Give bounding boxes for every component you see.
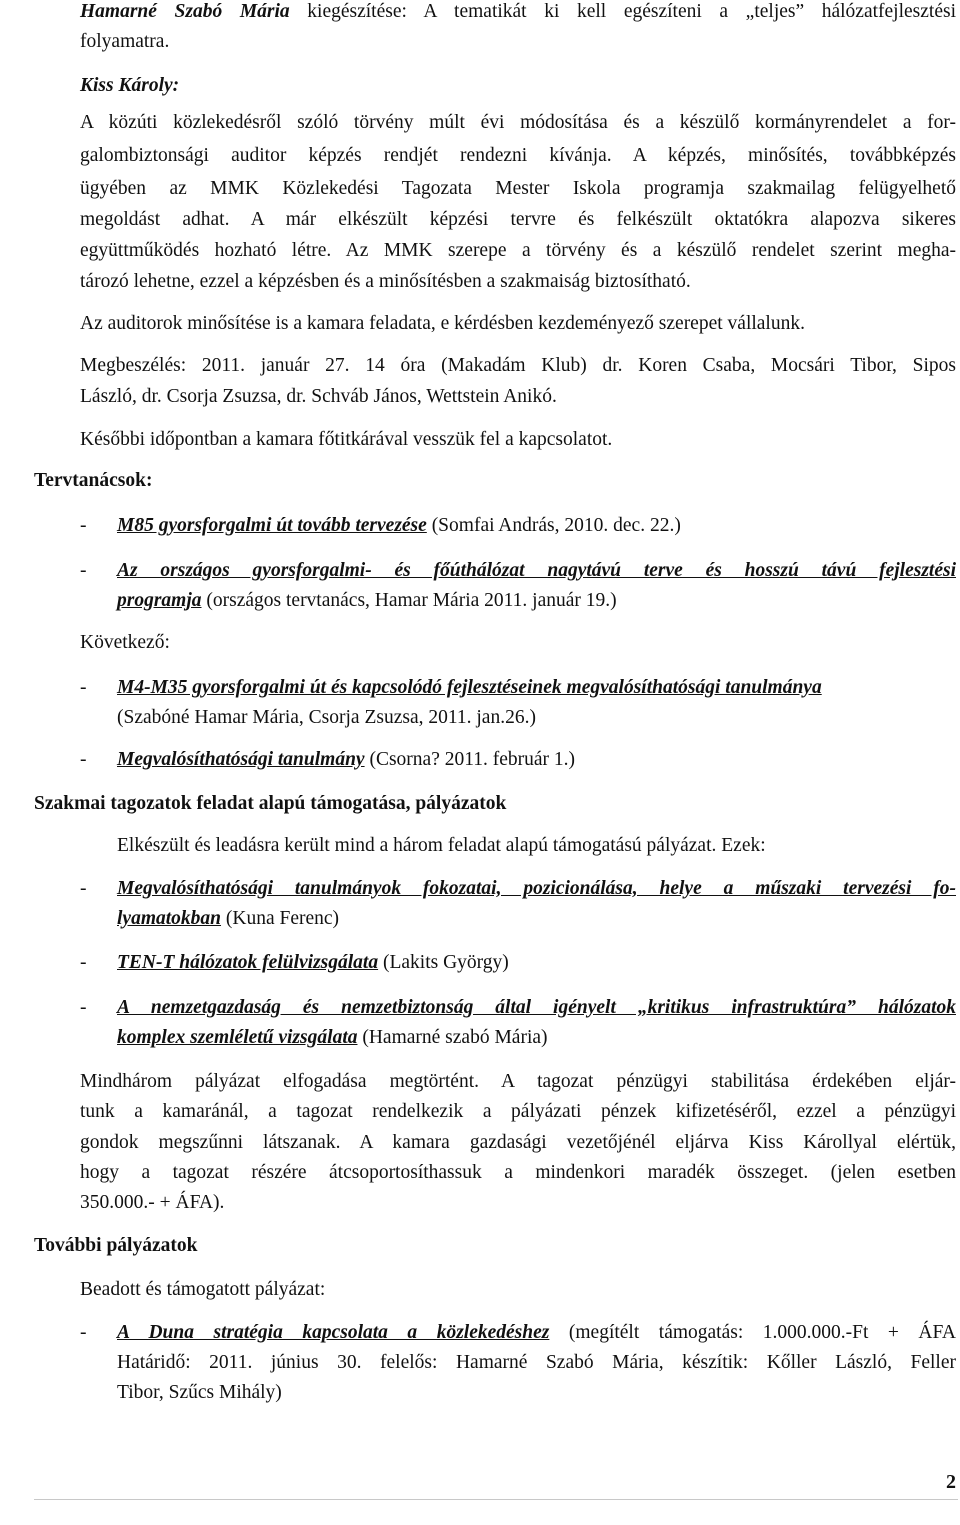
item-title: M85 gyorsforgalmi út tovább tervezése [117, 515, 427, 536]
item-detail: (Szabóné Hamar Mária, Csorja Zsuzsa, 2011. jan.26.) [117, 707, 536, 728]
item-detail: (Hamarné szabó Mária) [357, 1027, 548, 1048]
kiss-line: tározó lehetne, ezzel a képzésben és a minősítésben a szakmaiság biztosítható. [80, 271, 691, 292]
bullet-dash: - [80, 997, 87, 1018]
list-item [117, 586, 617, 616]
item-detail: Tibor, Szűcs Mihály) [117, 1382, 282, 1403]
speaker-name: Kiss Károly: [80, 75, 180, 96]
item-title: M4-M35 gyorsforgalmi út és kapcsolódó fejlesztéseinek megvalósíthatósági tanulmánya [117, 677, 822, 698]
mindharom-line: tunk a kamaránál, a tagozat rendelkezik a pályázati pénzek kifizetéséről, ezzel a pénzügyi [80, 1101, 956, 1122]
intro-line-2: folyamatra. [80, 31, 170, 52]
bullet-dash: - [80, 878, 87, 899]
item-title: A Duna stratégia kapcsolata a közlekedéshez [117, 1322, 550, 1343]
section-heading-szakmai: Szakmai tagozatok feladat alapú támogatása, pályázatok [34, 793, 507, 814]
meeting-line: Megbeszélés: 2011. január 27. 14 óra (Makadám Klub) dr. Koren Csaba, Mocsári Tibor, Sipos [80, 355, 956, 376]
item-title: Megvalósíthatósági tanulmányok fokozatai, pozicionálása, helye a műszaki tervezési fo- [117, 878, 956, 899]
list-item [117, 948, 509, 978]
next-label: Következő: [80, 632, 170, 653]
bullet-dash: - [80, 749, 87, 770]
bullet-dash: - [80, 677, 87, 698]
item-detail: (országos tervtanács, Hamar Mária 2011. január 19.) [201, 590, 617, 611]
item-detail: (Kuna Ferenc) [221, 908, 340, 929]
meeting-line: László, dr. Csorja Zsuzsa, dr. Schváb János, Wettstein Anikó. [80, 386, 557, 407]
author-name: Hamarné Szabó Mária [80, 1, 290, 22]
kiss-line: A közúti közlekedésről szóló törvény múlt évi módosítása és a készülő kormányrendelet a for- [80, 112, 956, 133]
page-number: 2 [946, 1471, 956, 1493]
bullet-dash: - [80, 560, 87, 581]
footer-divider [34, 1499, 958, 1500]
section-heading-tovabbi: További pályázatok [34, 1235, 198, 1256]
auditor-paragraph: Az auditorok minősítése is a kamara feladata, e kérdésben kezdeményező szerepet vállalunk. [80, 313, 805, 334]
list-item [117, 1023, 548, 1053]
intro-text: kiegészítése: A tematikát ki kell egészíteni a „teljes” hálózatfejlesztési [289, 1, 957, 22]
list-item [117, 1318, 956, 1348]
mindharom-line: Mindhárom pályázat elfogadása megtörtént. A tagozat pénzügyi stabilitása érdekében eljár- [80, 1071, 956, 1092]
kiss-line: együttműködés hozható létre. Az MMK szerepe a törvény és a készülő rendelet szerint megha- [80, 240, 956, 261]
bullet-dash: - [80, 515, 87, 536]
intro-line-1 [80, 0, 956, 27]
kiss-line: megoldást adhat. A már elkészült képzési tervre és felkészült oktatókra alapozva sikeres [80, 209, 956, 230]
item-title: lyamatokban [117, 908, 222, 929]
kiss-line: galombiztonsági auditor képzés rendjét rendezni kívánja. A képzés, minősítés, továbbképzés [80, 145, 956, 166]
item-detail: (Somfai András, 2010. dec. 22.) [426, 515, 681, 536]
mindharom-line: hogy a tagozat részére átcsoportosíthassuk a mindenkori maradék összeget. (jelen esetben [80, 1162, 956, 1183]
later-paragraph: Későbbi időpontban a kamara főtitkárával vesszük fel a kapcsolatot. [80, 429, 613, 450]
mindharom-line: 350.000.- + ÁFA). [80, 1192, 225, 1213]
item-detail: Határidő: 2011. június 30. felelős: Hamarné Szabó Mária, készítik: Kőller László, Feller [117, 1352, 956, 1373]
item-title: TEN-T hálózatok felülvizsgálata [117, 952, 379, 973]
mindharom-line: gondok megszűnni látszanak. A kamara gazdasági vezetőjénél eljárva Kiss Károllyal elértük, [80, 1132, 956, 1153]
elkeszult-paragraph: Elkészült és leadásra került mind a három feladat alapú támogatású pályázat. Ezek: [117, 835, 766, 856]
item-title: programja [117, 590, 202, 611]
section-heading-tervtanacsok: Tervtanácsok: [34, 470, 153, 491]
bullet-dash: - [80, 1322, 87, 1343]
beadott-label: Beadott és támogatott pályázat: [80, 1279, 326, 1300]
bullet-dash: - [80, 952, 87, 973]
item-detail: (Lakits György) [378, 952, 509, 973]
list-item [117, 904, 339, 934]
item-detail: (megítélt támogatás: 1.000.000.-Ft + ÁFA [549, 1322, 956, 1343]
item-detail: (Csorna? 2011. február 1.) [364, 749, 576, 770]
item-title: Megvalósíthatósági tanulmány [117, 749, 365, 770]
item-title: A nemzetgazdaság és nemzetbiztonság által igényelt „kritikus infrastruktúra” hálózatok [117, 997, 956, 1018]
item-title: komplex szemléletű vizsgálata [117, 1027, 358, 1048]
list-item [117, 745, 575, 775]
list-item [117, 511, 681, 541]
kiss-line: ügyében az MMK Közlekedési Tagozata Mester Iskola programja szakmailag felügyelhető [80, 178, 956, 199]
item-title: Az országos gyorsforgalmi- és főúthálózat nagytávú terve és hosszú távú fejlesztési [117, 560, 956, 581]
